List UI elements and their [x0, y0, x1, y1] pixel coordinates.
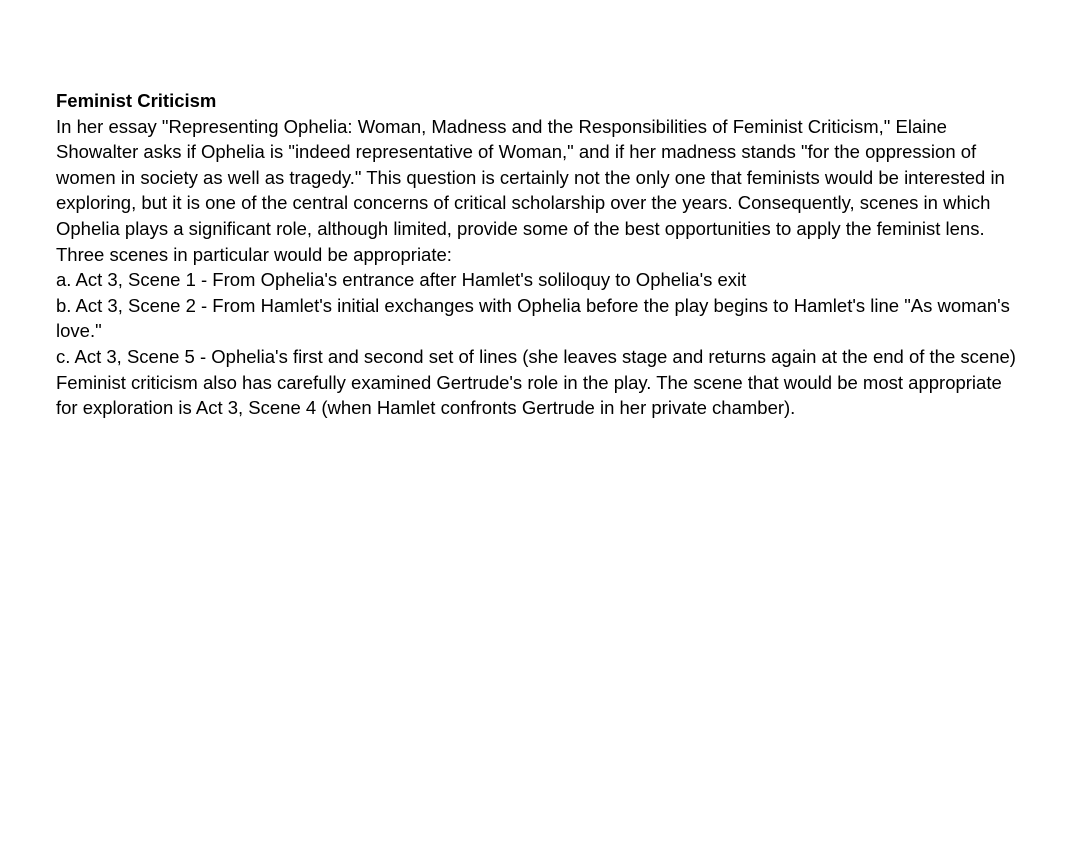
- closing-paragraph: Feminist criticism also has carefully examined Gertrude's role in the play. The scene that would be most appropriate for exploration is Act 3, Scene 4 (when Hamlet confronts Gertrude in her private chamber).: [56, 371, 1002, 419]
- section-heading: Feminist Criticism: [56, 90, 217, 111]
- scene-item-b: b. Act 3, Scene 2 - From Hamlet's initial exchanges with Ophelia before the play begins to Hamlet's line "As woman's love.": [56, 294, 1010, 342]
- document-body: [56, 88, 1016, 421]
- scene-item-c: c. Act 3, Scene 5 - Ophelia's first and second set of lines (she leaves stage and returns again at the end of the scene): [56, 345, 1016, 367]
- scene-item-a: a. Act 3, Scene 1 - From Ophelia's entrance after Hamlet's soliloquy to Ophelia's exit: [56, 269, 747, 291]
- intro-paragraph: In her essay "Representing Ophelia: Woman, Madness and the Responsibilities of Feminist Criticism," Elaine Showalter asks if Ophelia is "indeed representative of Woman," and if her madness stands "for the oppression of women in society as well as tragedy." This question is certainly not the only one that feminists would be interested in exploring, but it is one of the central concerns of critical scholarship over the years. Consequently, scenes in which Ophelia plays a significant role, although limited, provide some of the best opportunities to apply the feminist lens. Three scenes in particular would be appropriate:: [56, 115, 1005, 265]
